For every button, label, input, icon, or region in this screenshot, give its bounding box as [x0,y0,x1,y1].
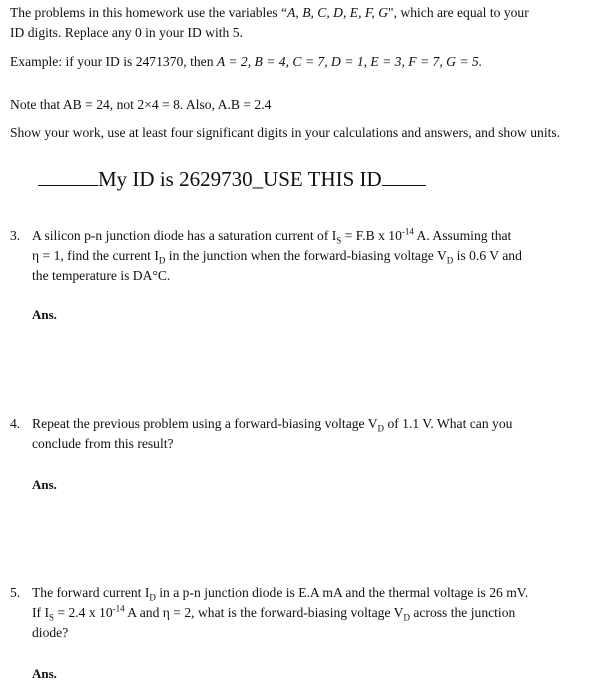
intro-text: ", which are equal to your [388,5,529,20]
q-text: in a p-n junction diode is E.A mA and the thermal voltage is 26 mV. [155,585,529,600]
underline-rule [38,184,98,186]
id-text: My ID is 2629730_USE THIS ID [98,167,382,191]
intro-text: The problems in this homework use the variables “ [10,5,288,20]
q-text: the temperature is DA°C. [32,268,171,283]
q-sup: -14 [401,226,414,237]
answer-label: Ans. [32,307,57,322]
q-text: = F.B x 10 [341,228,402,243]
q-text: η = 1, find the current I [32,248,159,263]
question-number: 5. [10,585,21,600]
q-sub: S [336,235,342,246]
answer-label: Ans. [32,477,57,492]
q-text: A. Assuming that [413,228,512,243]
q-sub: D [403,612,410,623]
q-sub: D [149,592,156,603]
q-text: = 2.4 x 10 [54,605,113,620]
q-text: of 1.1 V. What can you [384,416,513,431]
q-text: Repeat the previous problem using a forward-biasing voltage V [32,416,378,431]
question-text [32,226,562,286]
intro-paragraph [10,3,582,43]
q-text: A silicon p-n junction diode has a saturation current of I [32,228,337,243]
question-text [32,583,562,643]
question-number: 4. [10,416,21,431]
q-text: The forward current I [32,585,150,600]
example-prefix: Example: if your ID is 2471370, then [10,54,217,69]
underline-rule [382,184,426,186]
note-line: Note that AB = 24, not 2×4 = 8. Also, A.B = 2.4 [10,97,272,112]
id-banner [38,166,558,192]
question-text [32,414,562,454]
q-sub: D [158,255,166,266]
variable-list: A, B, C, D, E, F, G [287,5,389,20]
example-values: A = 2, B = 4, C = 7, D = 1, E = 3, F = 7, G = 5. [216,54,483,69]
q-sub: D [446,255,454,266]
example-line [10,52,582,72]
question-number: 3. [10,228,21,243]
q-text: across the junction [409,605,516,620]
q-text: conclude from this result? [32,436,174,451]
q-text: is 0.6 V and [453,248,522,263]
q-sub: S [48,612,54,623]
q-text: diode? [32,625,69,640]
q-sup: -14 [112,603,125,614]
intro-text: ID digits. Replace any 0 in your ID with 5. [10,25,243,40]
q-text: If I [32,605,49,620]
instructions: Show your work, use at least four significant digits in your calculations and answers, and show units. [10,125,561,140]
q-text: in the junction when the forward-biasing voltage V [165,248,447,263]
q-sub: D [377,423,385,434]
q-text: A and η = 2, what is the forward-biasing voltage V [124,605,404,620]
answer-label: Ans. [32,666,57,681]
